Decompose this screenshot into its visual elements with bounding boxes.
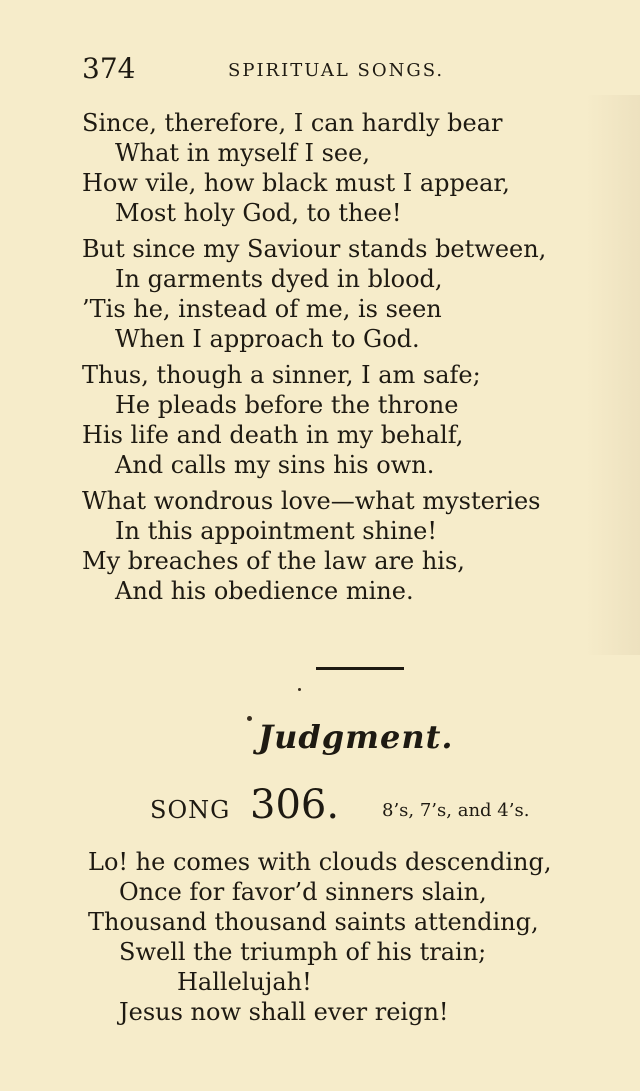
ink-speck [247,716,252,721]
verse-line: His life and death in my behalf, [82,421,464,449]
page-number: 374 [82,52,136,85]
verse-line: Hallelujah! [177,968,312,996]
stanza [82,486,602,606]
ink-speck [298,688,301,691]
verse-line: Most holy God, to thee! [115,199,402,227]
song-heading [150,782,590,832]
running-title: SPIRITUAL SONGS. [228,60,445,81]
song-meter: 8’s, 7’s, and 4’s. [382,800,530,821]
section-divider-rule [316,667,404,670]
verse-line: What wondrous love—what mysteries [82,487,541,515]
verse-line: Once for favor’d sinners slain, [119,878,487,906]
verse-line: In garments dyed in blood, [115,265,443,293]
verse-line: And his obedience mine. [115,577,414,605]
page-header [82,52,582,86]
verse-line: Swell the triumph of his train; [119,938,487,966]
verse-line: And calls my sins his own. [115,451,435,479]
verse-line: Jesus now shall ever reign! [119,998,449,1026]
verse-line: Thus, though a sinner, I am safe; [82,361,481,389]
verse-line: Thousand thousand saints attending, [88,908,539,936]
stanza [82,234,602,354]
song-label: SONG [150,796,231,824]
section-heading: Judgment. [258,718,454,756]
verse-line: Since, therefore, I can hardly bear [82,109,503,137]
song-number: 306. [250,782,340,828]
verse-line: What in myself I see, [115,139,370,167]
verse-line: But since my Saviour stands between, [82,235,547,263]
verse-line: ’Tis he, instead of me, is seen [82,295,442,323]
verse-line: My breaches of the law are his, [82,547,465,575]
verse-line: He pleads before the throne [115,391,459,419]
stanza [82,360,602,480]
verse-line: In this appointment shine! [115,517,437,545]
song-stanza [88,847,608,1027]
verse-line: How vile, how black must I appear, [82,169,510,197]
verse-line: Lo! he comes with clouds descending, [88,848,552,876]
verse-line: When I approach to God. [115,325,420,353]
stanza [82,108,602,228]
previous-song-stanzas [82,108,602,612]
